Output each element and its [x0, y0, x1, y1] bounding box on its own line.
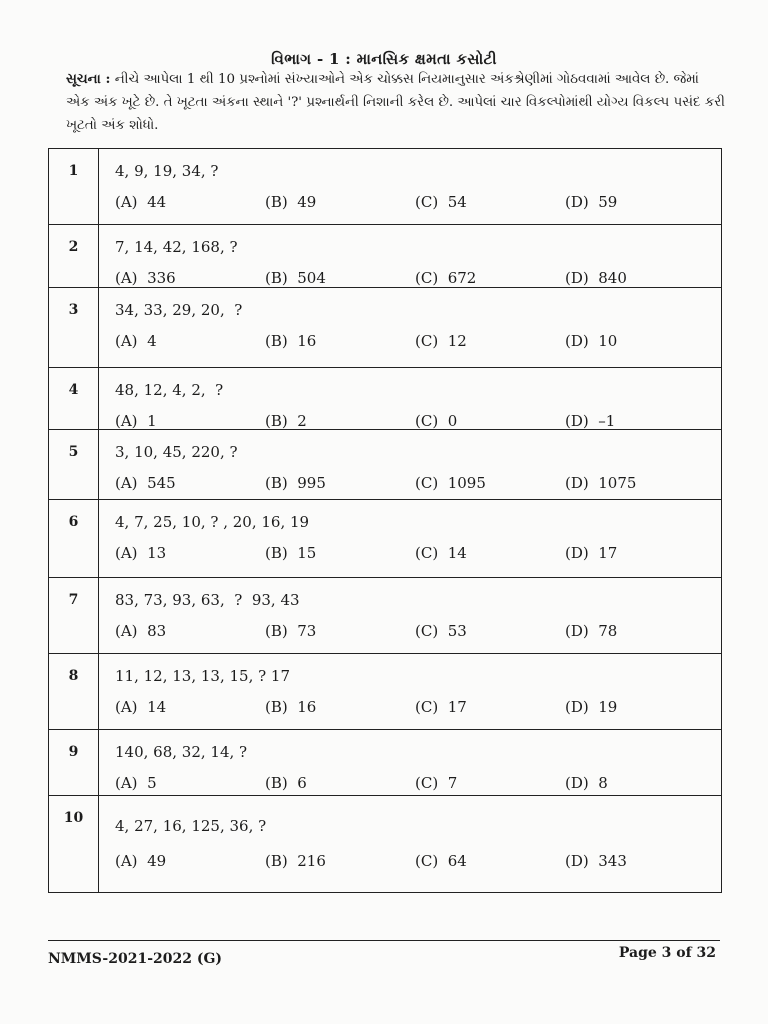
- option-b[interactable]: (B) 16: [265, 698, 317, 716]
- option-a[interactable]: (A) 44: [115, 193, 167, 211]
- question-series: 48, 12, 4, 2, ?: [115, 381, 224, 399]
- question-series: 11, 12, 13, 13, 15, ? 17: [115, 667, 291, 685]
- question-row-7: [49, 578, 721, 654]
- question-row-1: [49, 149, 721, 225]
- option-d[interactable]: (D) 8: [565, 774, 608, 792]
- option-b[interactable]: (B) 16: [265, 332, 317, 350]
- questions-table: [48, 148, 722, 893]
- question-series: 140, 68, 32, 14, ?: [115, 743, 248, 761]
- option-a[interactable]: (A) 545: [115, 474, 176, 492]
- question-number: 6: [49, 500, 99, 577]
- option-d[interactable]: (D) 10: [565, 332, 618, 350]
- question-number: 8: [49, 654, 99, 729]
- option-a[interactable]: (A) 13: [115, 544, 167, 562]
- question-number: 9: [49, 730, 99, 795]
- option-c[interactable]: (C) 0: [415, 412, 458, 430]
- option-c[interactable]: (C) 14: [415, 544, 467, 562]
- question-series: 83, 73, 93, 63, ? 93, 43: [115, 591, 300, 609]
- option-a[interactable]: (A) 5: [115, 774, 157, 792]
- option-a[interactable]: (A) 49: [115, 852, 167, 870]
- page-number: Page 3 of 32: [618, 945, 716, 961]
- option-d[interactable]: (D) 1075: [565, 474, 637, 492]
- answer-options: [115, 544, 721, 562]
- answer-options: [115, 412, 721, 430]
- option-b[interactable]: (B) 995: [265, 474, 326, 492]
- answer-options: [115, 698, 721, 716]
- question-series: 4, 27, 16, 125, 36, ?: [115, 817, 267, 835]
- question-row-4: [49, 368, 721, 430]
- question-row-9: [49, 730, 721, 796]
- answer-options: [115, 622, 721, 640]
- option-d[interactable]: (D) 17: [565, 544, 618, 562]
- option-b[interactable]: (B) 504: [265, 269, 326, 287]
- question-number: 7: [49, 578, 99, 653]
- question-number: 1: [49, 149, 99, 224]
- question-row-8: [49, 654, 721, 730]
- answer-options: [115, 852, 721, 870]
- option-a[interactable]: (A) 4: [115, 332, 157, 350]
- option-c[interactable]: (C) 17: [415, 698, 467, 716]
- option-c[interactable]: (C) 64: [415, 852, 467, 870]
- option-c[interactable]: (C) 7: [415, 774, 458, 792]
- option-b[interactable]: (B) 49: [265, 193, 317, 211]
- answer-options: [115, 193, 721, 211]
- question-number: 4: [49, 368, 99, 429]
- question-row-10: [49, 796, 721, 892]
- option-c[interactable]: (C) 12: [415, 332, 467, 350]
- option-b[interactable]: (B) 216: [265, 852, 326, 870]
- option-b[interactable]: (B) 73: [265, 622, 317, 640]
- question-number: 2: [49, 225, 99, 287]
- question-number: 10: [49, 796, 99, 892]
- question-series: 34, 33, 29, 20, ?: [115, 301, 243, 319]
- answer-options: [115, 269, 721, 287]
- option-b[interactable]: (B) 2: [265, 412, 307, 430]
- option-a[interactable]: (A) 14: [115, 698, 167, 716]
- question-number: 3: [49, 288, 99, 367]
- option-d[interactable]: (D) 19: [565, 698, 618, 716]
- section-title: વિભાગ - 1 : માનસિક ક્ષમતા કસોટી: [271, 50, 497, 68]
- answer-options: [115, 332, 721, 350]
- option-d[interactable]: (D) 840: [565, 269, 627, 287]
- footer-divider: [48, 940, 720, 941]
- question-row-5: [49, 430, 721, 500]
- question-series: 4, 7, 25, 10, ? , 20, 16, 19: [115, 513, 310, 531]
- instructions: [66, 68, 726, 137]
- question-row-6: [49, 500, 721, 578]
- question-row-2: [49, 225, 721, 288]
- question-series: 4, 9, 19, 34, ?: [115, 162, 219, 180]
- exam-code: NMMS-2021-2022 (G): [48, 951, 223, 967]
- option-d[interactable]: (D) 78: [565, 622, 618, 640]
- option-c[interactable]: (C) 1095: [415, 474, 486, 492]
- option-b[interactable]: (B) 15: [265, 544, 317, 562]
- option-c[interactable]: (C) 672: [415, 269, 477, 287]
- question-series: 3, 10, 45, 220, ?: [115, 443, 238, 461]
- answer-options: [115, 474, 721, 492]
- option-a[interactable]: (A) 336: [115, 269, 176, 287]
- option-d[interactable]: (D) 59: [565, 193, 618, 211]
- option-d[interactable]: (D) 343: [565, 852, 627, 870]
- option-d[interactable]: (D) –1: [565, 412, 616, 430]
- instructions-label: સૂચના :: [66, 71, 111, 87]
- option-c[interactable]: (C) 54: [415, 193, 467, 211]
- question-row-3: [49, 288, 721, 368]
- option-b[interactable]: (B) 6: [265, 774, 307, 792]
- question-number: 5: [49, 430, 99, 499]
- question-series: 7, 14, 42, 168, ?: [115, 238, 238, 256]
- option-a[interactable]: (A) 83: [115, 622, 167, 640]
- instructions-text: નીચે આપેલા 1 થી 10 પ્રશ્નોમાં સંખ્યાઓને એક ચોક્કસ નિયમાનુસાર અંકશ્રેણીમાં ગોઠવવામાં આવેલ છે. જેમાં એક અંક ખૂટે છે. તે ખૂટતા અંકના સ્થાને '?' પ્રશ્નાર્થની નિશાની કરેલ છે. આપેલાં ચાર વિકલ્પોમાંથી યોગ્ય વિકલ્પ પસંદ કરી ખૂટતો અંક શોધો.: [66, 72, 725, 133]
- option-c[interactable]: (C) 53: [415, 622, 467, 640]
- answer-options: [115, 774, 721, 792]
- option-a[interactable]: (A) 1: [115, 412, 157, 430]
